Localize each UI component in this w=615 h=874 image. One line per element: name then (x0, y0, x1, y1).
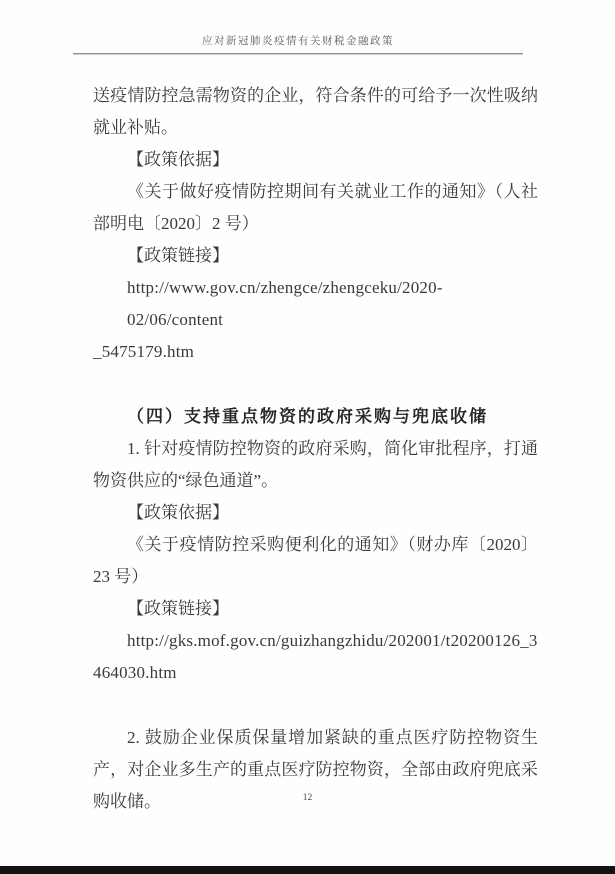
policy-url: http://gks.mof.gov.cn/guizhangzhidu/202001/t20200126_3 (127, 631, 538, 650)
page-number: 12 (302, 793, 313, 803)
body-line: 送疫情防控急需物资的企业，符合条件的可给予一次性吸纳 (93, 86, 538, 105)
running-header-title: 应对新冠肺炎疫情有关财税金融政策 (202, 36, 394, 47)
policy-url: http://www.gov.cn/zhengce/zhengceku/2020-02/06/content (127, 278, 443, 329)
policy-basis-line: 部明电〔2020〕2 号） (93, 214, 259, 233)
policy-basis-label: 【政策依据】 (127, 150, 229, 169)
body-line: 就业补贴。 (93, 118, 178, 137)
policy-url: 464030.htm (93, 663, 177, 682)
body-line: 物资供应的“绿色通道”。 (93, 471, 279, 490)
scan-edge-bar (0, 866, 615, 874)
policy-link-label: 【政策链接】 (127, 246, 229, 265)
policy-url: _5475179.htm (93, 342, 195, 361)
policy-basis-label: 【政策依据】 (127, 503, 229, 522)
body-line: 1. 针对疫情防控物资的政府采购，简化审批程序，打通 (127, 439, 538, 458)
policy-basis-line: 23 号） (93, 567, 149, 586)
section-heading: （四）支持重点物资的政府采购与兜底收储 (127, 407, 488, 426)
policy-basis-line: 《关于做好疫情防控期间有关就业工作的通知》（人社 (127, 182, 538, 201)
document-body (93, 80, 538, 818)
body-line: 2. 鼓励企业保质保量增加紧缺的重点医疗防控物资生 (127, 728, 538, 747)
body-line: 产，对企业多生产的重点医疗防控物资，全部由政府兜底采 (93, 760, 538, 779)
body-line: 购收储。 (93, 792, 161, 811)
header-rule (73, 53, 523, 55)
policy-basis-line: 《关于疫情防控采购便利化的通知》（财办库〔2020〕 (127, 535, 538, 554)
policy-link-label: 【政策链接】 (127, 599, 229, 618)
